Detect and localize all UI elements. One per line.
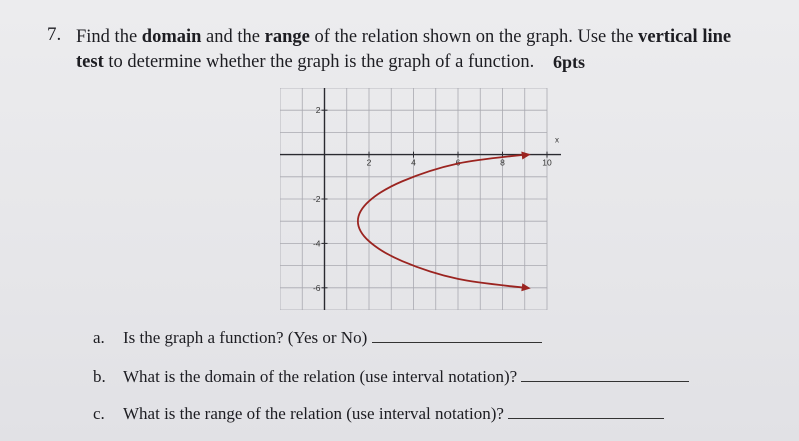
part-a-answer-blank[interactable] <box>372 328 542 343</box>
x-tick-label: 6 <box>455 157 461 168</box>
curve-arrow-upper <box>521 152 530 160</box>
domain-keyword: domain <box>141 27 202 47</box>
part-c-question: What is the range of the relation (use interval notation)? <box>123 404 504 423</box>
y-tick-label: -6 <box>312 282 321 293</box>
part-b-answer-blank[interactable] <box>521 367 689 382</box>
part-a <box>93 328 542 348</box>
x-tick-label: 2 <box>366 157 372 168</box>
x-tick-label: 4 <box>411 157 416 168</box>
y-tick-label: 2 <box>315 105 321 116</box>
x-axis-label: x <box>555 135 559 145</box>
range-keyword: range <box>264 27 310 47</box>
x-tick-label: 8 <box>500 157 505 168</box>
points-label: 6pts <box>553 52 586 72</box>
part-c-answer-blank[interactable] <box>508 404 664 419</box>
question-text: and the <box>201 27 265 47</box>
question-text: to determine whether the graph is the graph of a function. <box>103 52 535 72</box>
x-tick-label: 10 <box>542 157 552 168</box>
part-c-letter: c. <box>93 404 105 423</box>
part-c <box>93 404 664 424</box>
y-tick-label: -4 <box>312 238 321 249</box>
part-a-question: Is the graph a function? (Yes or No) <box>123 328 368 347</box>
part-b-letter: b. <box>93 367 106 386</box>
vertical-line-keyword: vertical line <box>638 27 732 47</box>
question-line-1 <box>76 27 731 48</box>
part-a-letter: a. <box>93 328 105 347</box>
part-b <box>93 367 689 387</box>
relation-graph <box>280 88 565 310</box>
curve-arrow-lower <box>521 283 530 291</box>
question-text: Find the <box>76 27 142 47</box>
test-keyword: test <box>76 52 104 72</box>
y-tick-label: -2 <box>312 194 321 204</box>
question-number: 7. <box>47 24 62 45</box>
part-b-question: What is the domain of the relation (use interval notation)? <box>123 367 518 386</box>
question-text: of the relation shown on the graph. Use the <box>309 27 639 47</box>
question-line-2 <box>76 52 534 73</box>
